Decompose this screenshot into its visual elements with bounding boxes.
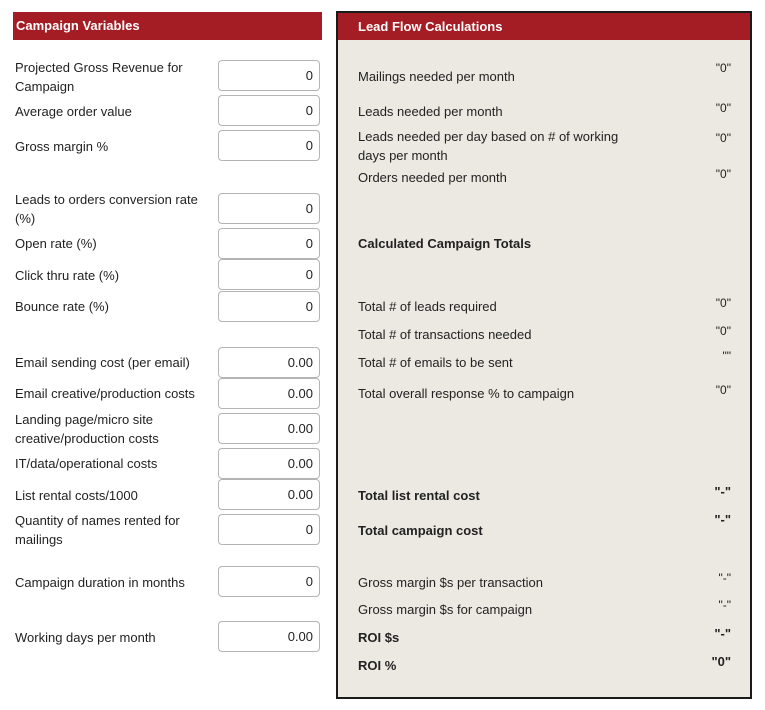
average-order-value-label: Average order value <box>15 104 132 119</box>
it-data-cost-label: IT/data/operational costs <box>15 456 158 471</box>
roi-percent-label: ROI % <box>358 658 397 673</box>
it-data-cost-input[interactable] <box>218 448 320 479</box>
conversion-rate-label: Leads to orders conversion rate (%) <box>15 192 198 226</box>
gross-margin-label: Gross margin % <box>15 139 109 154</box>
total-emails-value: "" <box>722 349 731 363</box>
total-transactions-label: Total # of transactions needed <box>358 327 532 342</box>
roi-dollars-value: "-" <box>714 626 731 641</box>
total-response-value: "0" <box>715 383 731 397</box>
orders-per-month-label: Orders needed per month <box>358 170 507 185</box>
email-sending-cost-label: Email sending cost (per email) <box>15 355 190 370</box>
gm-for-campaign-label: Gross margin $s for campaign <box>358 602 533 617</box>
total-leads-value: "0" <box>715 296 731 310</box>
click-thru-rate-input[interactable] <box>218 259 320 290</box>
leads-per-month-label: Leads needed per month <box>358 104 503 119</box>
open-rate-label: Open rate (%) <box>15 236 97 251</box>
landing-page-cost-label: Landing page/micro site creative/production costs <box>15 412 159 446</box>
roi-dollars-label: ROI $s <box>358 630 400 645</box>
projected-revenue-input[interactable] <box>218 60 320 91</box>
bounce-rate-input[interactable] <box>218 291 320 322</box>
average-order-value-input[interactable] <box>218 95 320 126</box>
gm-per-transaction-value: "-" <box>718 571 731 585</box>
bounce-rate-label: Bounce rate (%) <box>15 299 109 314</box>
total-campaign-cost-label: Total campaign cost <box>358 523 483 538</box>
list-rental-cost-input[interactable] <box>218 479 320 510</box>
mailings-per-month-value: "0" <box>715 61 731 75</box>
list-rental-cost-label: List rental costs/1000 <box>15 488 138 503</box>
total-emails-label: Total # of emails to be sent <box>358 355 513 370</box>
working-days-input[interactable] <box>218 621 320 652</box>
total-list-rental-cost-value: "-" <box>714 484 731 499</box>
working-days-label: Working days per month <box>15 630 156 645</box>
conversion-rate-input[interactable] <box>218 193 320 224</box>
calculated-totals-heading: Calculated Campaign Totals <box>358 236 532 251</box>
landing-page-cost-input[interactable] <box>218 413 320 444</box>
lead-flow-header: Lead Flow Calculations <box>338 13 750 40</box>
leads-per-day-label: Leads needed per day based on # of working days per month <box>358 129 619 163</box>
gm-per-transaction-label: Gross margin $s per transaction <box>358 575 543 590</box>
total-campaign-cost-value: "-" <box>714 512 731 527</box>
projected-revenue-label: Projected Gross Revenue for Campaign <box>15 60 183 94</box>
gross-margin-input[interactable] <box>218 130 320 161</box>
leads-per-month-value: "0" <box>715 101 731 115</box>
click-thru-rate-label: Click thru rate (%) <box>15 268 120 283</box>
names-rented-input[interactable] <box>218 514 320 545</box>
total-transactions-value: "0" <box>715 324 731 338</box>
roi-percent-value: "0" <box>711 654 731 669</box>
total-leads-label: Total # of leads required <box>358 299 497 314</box>
email-sending-cost-input[interactable] <box>218 347 320 378</box>
total-list-rental-cost-label: Total list rental cost <box>358 488 480 503</box>
names-rented-label: Quantity of names rented for mailings <box>15 513 180 547</box>
orders-per-month-value: "0" <box>715 167 731 181</box>
email-creative-cost-label: Email creative/production costs <box>15 386 195 401</box>
open-rate-input[interactable] <box>218 228 320 259</box>
campaign-duration-input[interactable] <box>218 566 320 597</box>
campaign-duration-label: Campaign duration in months <box>15 575 185 590</box>
leads-per-day-value: "0" <box>715 131 731 145</box>
total-response-label: Total overall response % to campaign <box>358 386 575 401</box>
gm-for-campaign-value: "-" <box>718 598 731 612</box>
campaign-variables-header: Campaign Variables <box>13 12 322 40</box>
mailings-per-month-label: Mailings needed per month <box>358 69 515 84</box>
email-creative-cost-input[interactable] <box>218 378 320 409</box>
